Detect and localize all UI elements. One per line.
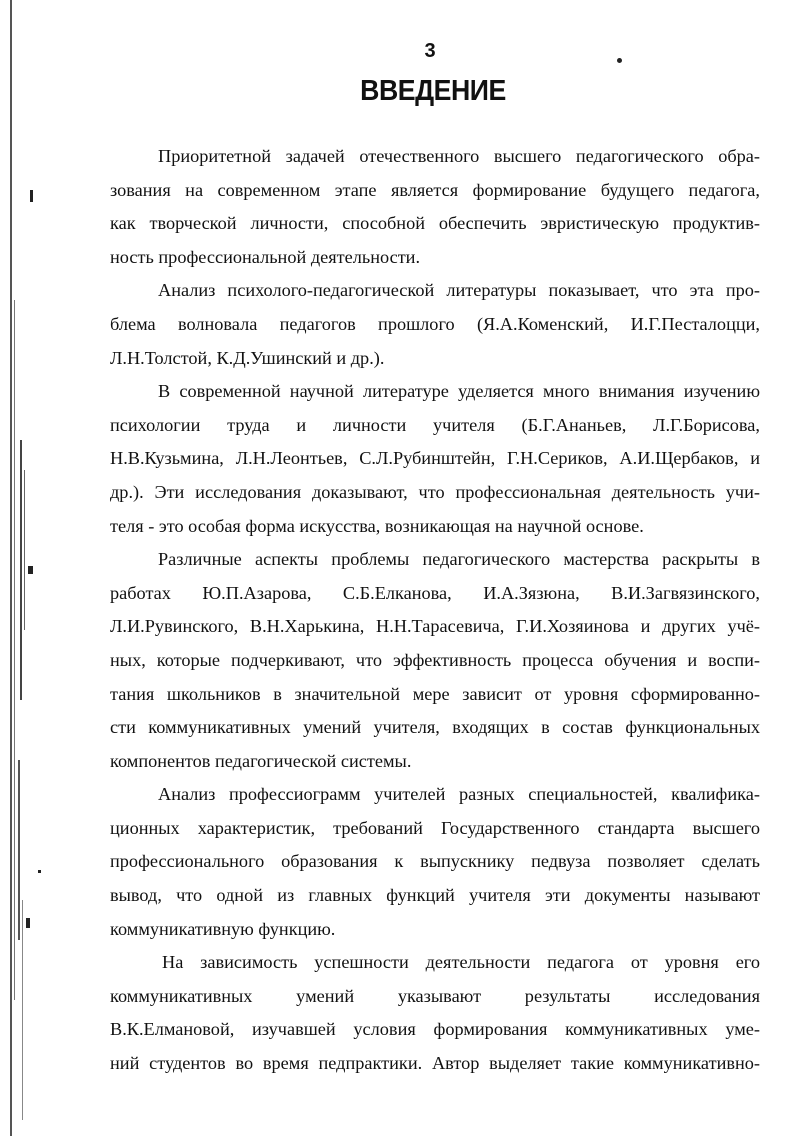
paragraph-5 xyxy=(110,778,760,946)
text-line: Л.Н.Толстой, К.Д.Ушинский и др.). xyxy=(110,347,385,368)
scan-edge-artifacts xyxy=(0,0,34,1136)
paragraph-1 xyxy=(110,140,760,274)
page-number: 3 xyxy=(424,40,436,62)
scan-line xyxy=(22,900,23,1120)
text-line: Анализ психолого-педагогической литературы показывает, что эта про- xyxy=(158,280,760,301)
text-line: работах Ю.П.Азарова, С.Б.Елканова, И.А.Зязюна, В.И.Загвязинского, xyxy=(110,582,760,603)
text-line: блема волновала педагогов прошлого (Я.А.Коменский, И.Г.Песталоцци, xyxy=(110,313,760,334)
paragraph-4 xyxy=(110,543,760,778)
text-line: сти коммуникативных умений учителя, входящих в состав функциональных xyxy=(110,717,760,738)
text-line: Приоритетной задачей отечественного высшего педагогического обра- xyxy=(158,146,760,166)
scan-line xyxy=(10,0,12,1136)
scan-line xyxy=(20,440,22,700)
text-line: профессионального образования к выпускнику педвуза позволяет сделать xyxy=(110,851,760,872)
text-line: компонентов педагогической системы. xyxy=(110,750,412,771)
text-line: Анализ профессиограмм учителей разных специальностей, квалифика- xyxy=(158,784,760,805)
scan-line xyxy=(14,300,15,1000)
text-line: др.). Эти исследования доказывают, что профессиональная деятельность учи- xyxy=(110,481,760,502)
text-line: ционных характеристик, требований Государственного стандарта высшего xyxy=(110,817,760,838)
text-line: теля - это особая форма искусства, возникающая на научной основе. xyxy=(110,515,644,536)
text-line: В.К.Елмановой, изучавшей условия формирования коммуникативных уме- xyxy=(110,1019,760,1040)
document-body xyxy=(110,140,760,1081)
text-line: ний студентов во время педпрактики. Автор выделяет такие коммуникативно- xyxy=(110,1053,760,1074)
scan-mark xyxy=(28,566,33,574)
text-line: Л.И.Рувинского, В.Н.Харькина, Н.Н.Тарасевича, Г.И.Хозяинова и других учё- xyxy=(110,616,760,637)
text-line: психологии труда и личности учителя (Б.Г.Ананьев, Л.Г.Борисова, xyxy=(110,414,760,435)
text-line: как творческой личности, способной обеспечить эвристическую продуктив- xyxy=(110,213,760,234)
page-title: ВВЕДЕНИЕ xyxy=(360,75,506,107)
text-line: коммуникативных умений указывают результаты исследования xyxy=(110,985,760,1006)
text-line: Н.В.Кузьмина, Л.Н.Леонтьев, С.Л.Рубинштейн, Г.Н.Сериков, А.И.Щербаков, и xyxy=(110,448,760,469)
scan-mark xyxy=(30,190,33,202)
paragraph-6 xyxy=(110,946,760,1080)
text-line: вывод, что одной из главных функций учителя эти документы называют xyxy=(110,885,760,906)
text-line: ность профессиональной деятельности. xyxy=(110,246,421,267)
scan-line xyxy=(24,470,25,630)
paragraph-2 xyxy=(110,274,760,375)
text-line: коммуникативную функцию. xyxy=(110,918,336,939)
text-line: тания школьников в значительной мере зависит от уровня сформированно- xyxy=(110,683,760,704)
text-line: На зависимость успешности деятельности педагога от уровня его xyxy=(162,952,760,973)
scan-mark xyxy=(26,918,30,928)
scan-mark xyxy=(38,870,41,873)
text-line: Различные аспекты проблемы педагогического мастерства раскрыты в xyxy=(158,549,760,570)
scan-line xyxy=(18,760,20,940)
scan-dot xyxy=(617,58,622,63)
text-line: В современной научной литературе уделяется много внимания изучению xyxy=(158,381,760,402)
text-line: ных, которые подчеркивают, что эффективность процесса обучения и воспи- xyxy=(110,649,760,670)
paragraph-3 xyxy=(110,375,760,543)
text-line: зования на современном этапе является формирование будущего педагога, xyxy=(110,179,760,200)
